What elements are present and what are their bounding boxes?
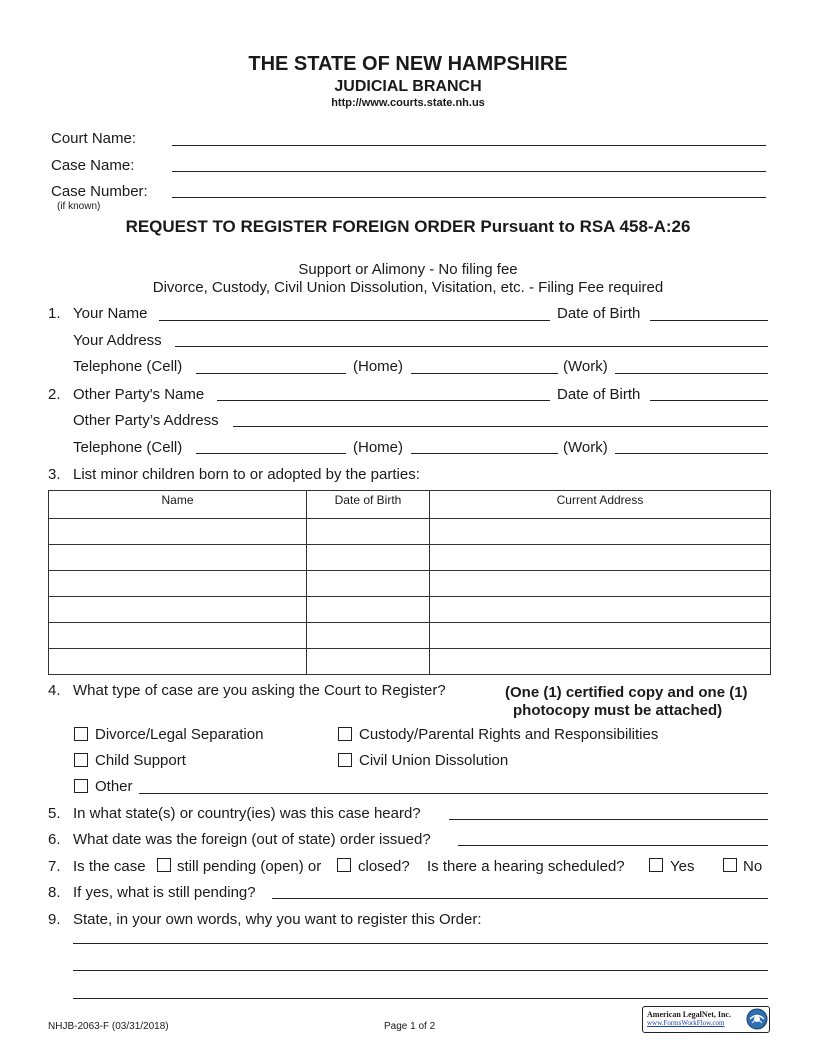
civil-union-checkbox[interactable] xyxy=(338,753,352,767)
q1-number: 1. xyxy=(48,305,61,322)
other-tel-cell-field[interactable] xyxy=(196,453,346,454)
q7-closed-text: closed? xyxy=(358,858,410,875)
q8-text: If yes, what is still pending? xyxy=(73,884,256,901)
your-tel-work-field[interactable] xyxy=(615,373,768,374)
state-heard-field[interactable] xyxy=(449,819,768,820)
custody-checkbox[interactable] xyxy=(338,727,352,741)
your-tel-home-label: (Home) xyxy=(353,358,404,375)
q7-number: 7. xyxy=(48,858,61,875)
other-case-type-field[interactable] xyxy=(139,793,768,794)
child-dob-cell[interactable] xyxy=(307,571,430,597)
q5-text: In what state(s) or country(ies) was this case heard? xyxy=(73,805,421,822)
other-tel-home-field[interactable] xyxy=(411,453,558,454)
table-row xyxy=(49,545,771,571)
court-name-field[interactable] xyxy=(172,145,766,146)
court-name-label: Court Name: xyxy=(51,130,137,147)
state-title: THE STATE OF NEW HAMPSHIRE xyxy=(248,53,568,75)
hearing-yes-label: Yes xyxy=(670,858,695,875)
your-name-label: Your Name xyxy=(73,305,148,322)
child-dob-cell[interactable] xyxy=(307,545,430,571)
other-party-name-label: Other Party's Name xyxy=(73,386,205,403)
q9-text: State, in your own words, why you want to register this Order: xyxy=(73,911,482,928)
other-checkbox[interactable] xyxy=(74,779,88,793)
your-tel-home-field[interactable] xyxy=(411,373,558,374)
table-row xyxy=(49,519,771,545)
q6-number: 6. xyxy=(48,831,61,848)
q3-number: 3. xyxy=(48,466,61,483)
logo-company-name: American LegalNet, Inc. xyxy=(647,1010,731,1019)
other-party-address-label: Other Party’s Address xyxy=(73,412,219,429)
order-date-field[interactable] xyxy=(458,845,768,846)
your-address-label: Your Address xyxy=(73,332,162,349)
child-dob-cell[interactable] xyxy=(307,623,430,649)
q4-number: 4. xyxy=(48,682,61,699)
child-address-cell[interactable] xyxy=(430,649,771,675)
q4-text: What type of case are you asking the Court to Register? xyxy=(73,682,446,699)
fee-note-divorce: Divorce, Custody, Civil Union Dissolution, Visitation, etc. - Filing Fee required xyxy=(152,279,664,296)
hearing-no-label: No xyxy=(743,858,763,875)
court-url: http://www.courts.state.nh.us xyxy=(331,97,485,109)
child-support-label: Child Support xyxy=(95,752,186,769)
child-address-cell[interactable] xyxy=(430,545,771,571)
table-row xyxy=(49,597,771,623)
american-legalnet-logo xyxy=(642,1006,770,1033)
other-party-address-field[interactable] xyxy=(233,426,768,427)
child-address-cell[interactable] xyxy=(430,519,771,545)
form-id: NHJB-2063-F (03/31/2018) xyxy=(48,1021,169,1032)
child-dob-cell[interactable] xyxy=(307,649,430,675)
q2-number: 2. xyxy=(48,386,61,403)
q3-text: List minor children born to or adopted by the parties: xyxy=(73,466,420,483)
q5-number: 5. xyxy=(48,805,61,822)
q6-text: What date was the foreign (out of state) order issued? xyxy=(73,831,431,848)
fee-note-support: Support or Alimony - No filing fee xyxy=(298,261,518,278)
if-known-note: (if known) xyxy=(57,201,101,212)
copy-note-line1: (One (1) certified copy and one (1) xyxy=(505,684,748,701)
q7-is-the-case: Is the case xyxy=(73,858,146,875)
pending-open-checkbox[interactable] xyxy=(157,858,171,872)
form-title: REQUEST TO REGISTER FOREIGN ORDER Pursuant to RSA 458-A:26 xyxy=(125,217,691,236)
your-address-field[interactable] xyxy=(175,346,768,347)
reason-line-2[interactable] xyxy=(73,970,768,971)
branch-title: JUDICIAL BRANCH xyxy=(334,78,482,95)
child-dob-cell[interactable] xyxy=(307,597,430,623)
other-label: Other xyxy=(95,778,133,795)
child-address-cell[interactable] xyxy=(430,597,771,623)
table-row xyxy=(49,623,771,649)
your-tel-work-label: (Work) xyxy=(563,358,608,375)
q7-pending-text: still pending (open) or xyxy=(177,858,322,875)
q7-hearing-text: Is there a hearing scheduled? xyxy=(427,858,625,875)
table-row xyxy=(49,571,771,597)
child-support-checkbox[interactable] xyxy=(74,753,88,767)
other-tel-work-label: (Work) xyxy=(563,439,608,456)
divorce-checkbox[interactable] xyxy=(74,727,88,741)
case-number-label: Case Number: xyxy=(51,183,148,200)
child-address-cell[interactable] xyxy=(430,571,771,597)
your-tel-cell-field[interactable] xyxy=(196,373,346,374)
case-number-field[interactable] xyxy=(172,197,766,198)
case-name-label: Case Name: xyxy=(51,157,135,174)
other-tel-work-field[interactable] xyxy=(615,453,768,454)
column-header-address: Current Address xyxy=(430,491,771,519)
child-name-cell[interactable] xyxy=(49,545,307,571)
child-name-cell[interactable] xyxy=(49,623,307,649)
child-dob-cell[interactable] xyxy=(307,519,430,545)
child-name-cell[interactable] xyxy=(49,571,307,597)
table-row xyxy=(49,649,771,675)
child-address-cell[interactable] xyxy=(430,623,771,649)
your-dob-label: Date of Birth xyxy=(557,305,641,322)
copy-note-line2: photocopy must be attached) xyxy=(513,702,723,719)
hearing-no-checkbox[interactable] xyxy=(723,858,737,872)
other-party-name-field[interactable] xyxy=(217,400,550,401)
children-table xyxy=(48,490,771,675)
still-pending-field[interactable] xyxy=(272,898,768,899)
globe-icon xyxy=(746,1008,768,1030)
logo-website: www.FormsWorkFlow.com xyxy=(647,1019,725,1027)
other-tel-home-label: (Home) xyxy=(353,439,404,456)
other-tel-cell-label: Telephone (Cell) xyxy=(73,439,183,456)
case-name-field[interactable] xyxy=(172,171,766,172)
hearing-yes-checkbox[interactable] xyxy=(649,858,663,872)
civil-union-label: Civil Union Dissolution xyxy=(359,752,509,769)
closed-checkbox[interactable] xyxy=(337,858,351,872)
child-name-cell[interactable] xyxy=(49,649,307,675)
your-name-field[interactable] xyxy=(159,320,550,321)
your-tel-cell-label: Telephone (Cell) xyxy=(73,358,183,375)
your-dob-field[interactable] xyxy=(650,320,768,321)
page-number: Page 1 of 2 xyxy=(384,1021,436,1032)
column-header-dob: Date of Birth xyxy=(307,491,430,519)
other-party-dob-label: Date of Birth xyxy=(557,386,641,403)
q9-number: 9. xyxy=(48,911,61,928)
custody-label: Custody/Parental Rights and Responsibilities xyxy=(359,726,659,743)
reason-line-3[interactable] xyxy=(73,998,768,999)
other-party-dob-field[interactable] xyxy=(650,400,768,401)
divorce-label: Divorce/Legal Separation xyxy=(95,726,264,743)
child-name-cell[interactable] xyxy=(49,519,307,545)
column-header-name: Name xyxy=(49,491,307,519)
reason-line-1[interactable] xyxy=(73,943,768,944)
q8-number: 8. xyxy=(48,884,61,901)
children-table-header xyxy=(49,491,771,519)
child-name-cell[interactable] xyxy=(49,597,307,623)
